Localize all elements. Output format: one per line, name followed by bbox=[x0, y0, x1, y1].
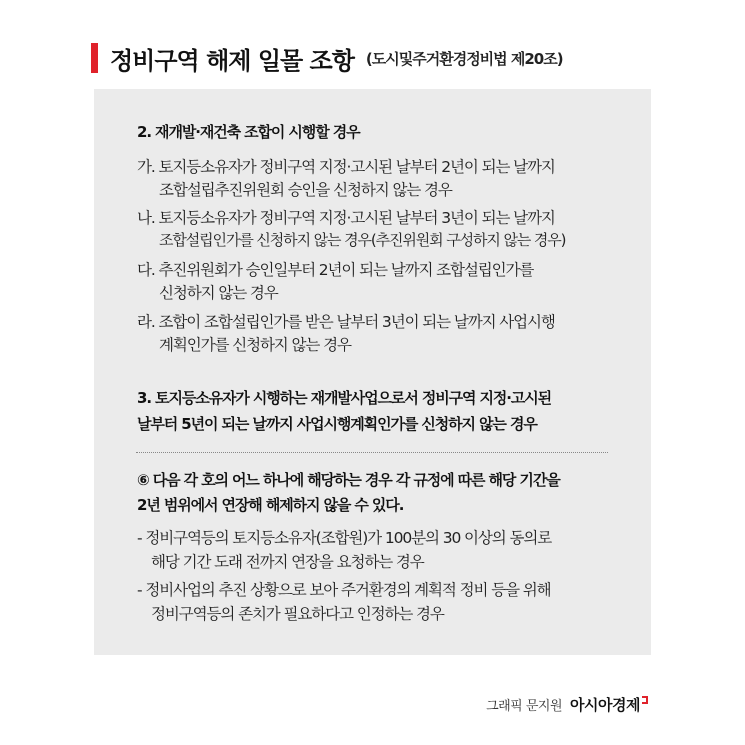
section6-line1: ⑥ 다음 각 호의 어느 하나에 해당하는 경우 각 규정에 따른 해당 기간을 bbox=[137, 471, 560, 489]
page-subtitle: (도시및주거환경정비법 제20조) bbox=[365, 49, 563, 68]
section6-line2: 2년 범위에서 연장해 해제하지 않을 수 있다. bbox=[137, 496, 404, 514]
section2-item-na-line2: 조합설립인가를 신청하지 않는 경우(추진위원회 구성하지 않는 경우) bbox=[159, 231, 566, 249]
page-title: 정비구역 해제 일몰 조항 bbox=[110, 46, 354, 75]
section6-item2-line2: 정비구역등의 존치가 필요하다고 인정하는 경우 bbox=[151, 605, 444, 623]
section2-item-ga-line1: 가. 토지등소유자가 정비구역 지정·고시된 날부터 2년이 되는 날까지 bbox=[137, 158, 555, 176]
brand-logo-text: 아시아경제 bbox=[570, 696, 640, 714]
section3-line1: 3. 토지등소유자가 시행하는 재개발사업으로서 정비구역 지정·고시된 bbox=[137, 389, 552, 407]
header bbox=[91, 42, 563, 74]
section2-heading: 2. 재개발·재건축 조합이 시행할 경우 bbox=[137, 123, 360, 141]
section-divider bbox=[136, 452, 608, 453]
section2-item-ga-line2: 조합설립추진위원회 승인을 신청하지 않는 경우 bbox=[159, 181, 452, 199]
section6-item2-line1: - 정비사업의 추진 상황으로 보아 주거환경의 계획적 정비 등을 위해 bbox=[137, 581, 551, 599]
brand-mark-icon bbox=[642, 696, 648, 704]
section2-item-ra-line2: 계획인가를 신청하지 않는 경우 bbox=[159, 336, 351, 354]
section3-line2: 날부터 5년이 되는 날까지 사업시행계획인가를 신청하지 않는 경우 bbox=[137, 415, 537, 433]
section2-item-na-line1: 나. 토지등소유자가 정비구역 지정·고시된 날부터 3년이 되는 날까지 bbox=[137, 209, 555, 227]
title-accent-bar bbox=[91, 43, 98, 73]
section2-item-ra-line1: 라. 조합이 조합설립인가를 받은 날부터 3년이 되는 날까지 사업시행 bbox=[137, 313, 555, 331]
footer bbox=[486, 694, 648, 715]
section2-item-da-line1: 다. 추진위원회가 승인일부터 2년이 되는 날까지 조합설립인가를 bbox=[137, 261, 534, 279]
section6-item1-line1: - 정비구역등의 토지등소유자(조합원)가 100분의 30 이상의 동의로 bbox=[137, 529, 552, 547]
graphic-credit: 그래픽 문지원 bbox=[486, 699, 563, 714]
section2-item-da-line2: 신청하지 않는 경우 bbox=[159, 284, 278, 302]
section6-item1-line2: 해당 기간 도래 전까지 연장을 요청하는 경우 bbox=[151, 553, 424, 571]
